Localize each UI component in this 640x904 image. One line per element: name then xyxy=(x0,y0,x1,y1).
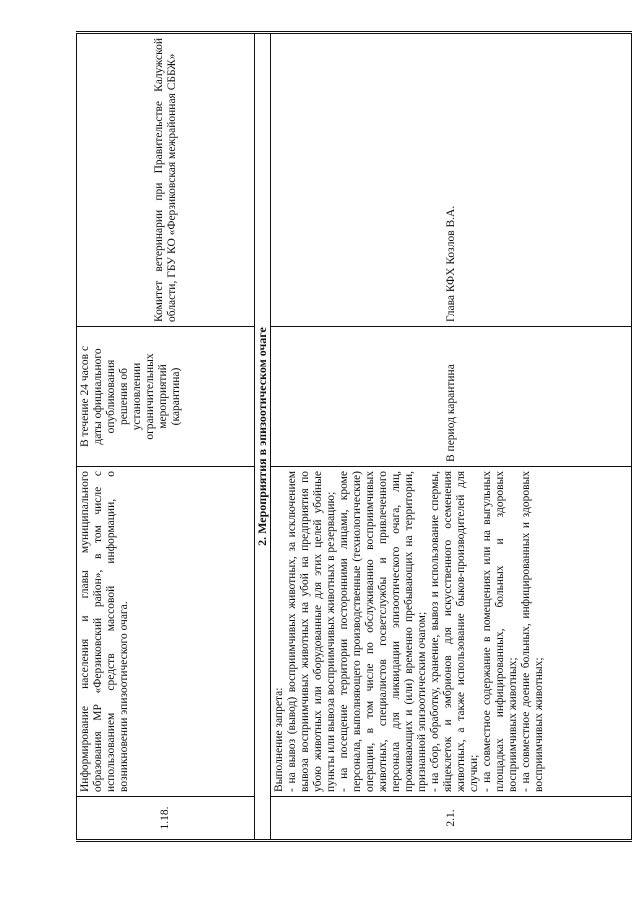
measure-description: Информирование населения и главы муниципального образования МР «Ферзиковский район», в том числе с использованием средств массовой информации, о возникновении эпизоотического очага. xyxy=(77,467,255,797)
responsible-cell: Комитет ветеринарии при Правительстве Калужской области, ГБУ КО «Ферзиковская межрайонная СББЖ» xyxy=(77,33,255,327)
deadline-line: опубликования xyxy=(105,359,117,434)
section-header-row xyxy=(255,33,271,841)
section-title: 2. Мероприятия в эпизоотическом очаге xyxy=(255,33,271,841)
deadline-cell: В период карантина xyxy=(271,327,632,467)
measure-description xyxy=(271,467,632,797)
deadline-line: В течение 24 часов с xyxy=(79,345,91,448)
deadline-line: ограничительных xyxy=(144,353,156,440)
rotated-page xyxy=(76,34,632,842)
table-row xyxy=(271,33,632,841)
description-line: - на сбор, обработку, хранение, вывоз и использование спермы, яйцеклеток и эмбрионов для искусственного осеменения животных, а также использование быков-производителей для случки; xyxy=(429,471,480,792)
deadline-line: установлении xyxy=(131,362,143,431)
description-line: - на совместное доение больных, инфицированных и здоровых восприимчивых животных; xyxy=(520,471,545,792)
description-line: - на совместное содержание в помещениях или на выгульных площадках инфицированных, больных и здоровых восприимчивых животных; xyxy=(481,471,519,792)
description-line: - на посещение территории посторонними лицами, кроме персонала, выполняющего производственные (технологические) операции, в том числе по обслуживанию восприимчивых животных, специалистов госветслужбы и привлеченного персонала для ликвидации эпизоотического очага, лиц, проживающих и (или) временно пребывающих на территории, признанной эпизоотическим очагом; xyxy=(338,471,428,792)
deadline-line: решения об xyxy=(118,368,130,425)
row-number: 2.1. xyxy=(271,797,632,841)
deadline-line: (карантина) xyxy=(170,367,182,426)
row-number: 1.18. xyxy=(77,797,255,841)
responsible-cell: Глава КФХ Козлов В.А. xyxy=(271,33,632,327)
deadline-cell xyxy=(77,327,255,467)
measures-table xyxy=(76,31,632,842)
deadline-line: даты официального xyxy=(92,348,104,445)
description-line: Выполнение запрета: xyxy=(273,687,285,792)
description-line: - на вывоз (вывод) восприимчивых животных, за исключением вывоза восприимчивых животных на убой на предприятия по убою животных или оборудованные для этих целей убойные пункты или вывоза восприимчивых животных в резервацию; xyxy=(286,471,337,792)
deadline-line: мероприятий xyxy=(157,364,169,429)
table-row xyxy=(77,33,255,841)
